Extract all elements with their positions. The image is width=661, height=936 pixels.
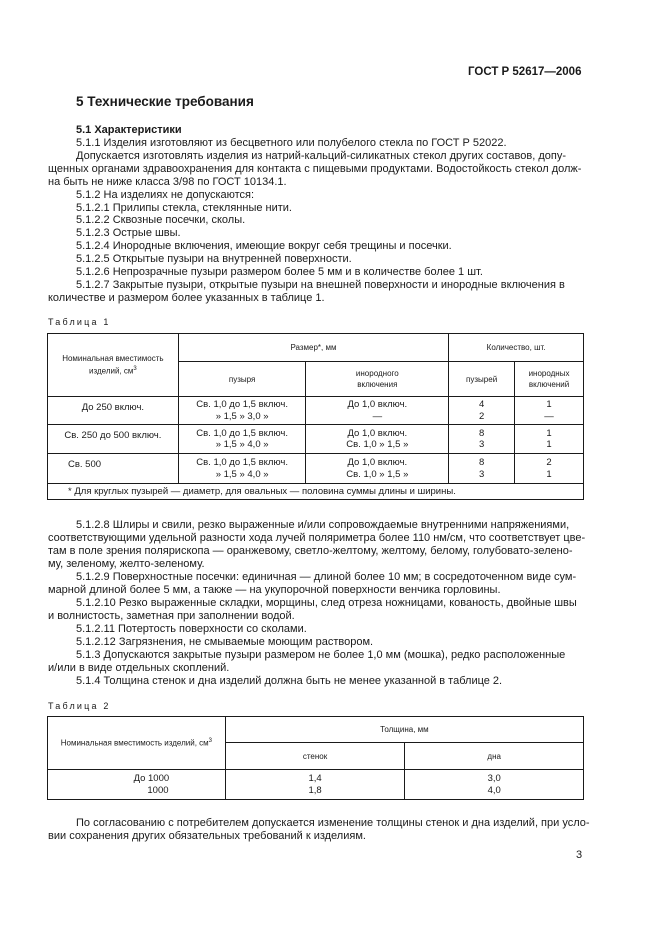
table2-caption: Таблица 2: [48, 701, 111, 711]
table2-header-capacity: Номинальная вместимость изделий, $см^3$: [48, 717, 226, 770]
document-code: ГОСТ Р 52617—2006: [468, 66, 582, 78]
paragraph-line: 5.1.2.11 Потертость поверхности со сколами.: [76, 623, 307, 635]
paragraph-line: 5.1.2.12 Загрязнения, не смываемые моющим раствором.: [76, 636, 374, 648]
paragraph-line: 5.1.1 Изделия изготовляют из бесцветного или полубелого стекла по ГОСТ Р 52022.: [76, 137, 507, 149]
paragraph-line: 5.1.2.2 Сквозные посечки, сколы.: [76, 214, 246, 226]
paragraph-line: 5.1.2.9 Поверхностные посечки: единичная — длиной более 10 мм; в сосредоточенном виде сум-: [76, 571, 577, 583]
paragraph-line: 5.1.4 Толщина стенок и дна изделий должна быть не менее указанной в таблице 2.: [76, 675, 503, 687]
paragraph-line: 5.1.2.6 Непрозрачные пузыри размером более 5 мм и в количестве более 1 шт.: [76, 266, 483, 278]
paragraph-line: му, зеленому, желто-зеленому.: [48, 558, 205, 570]
paragraph-line: 5.1.2 На изделиях не допускаются:: [76, 189, 255, 201]
paragraph-line: щенных органами здравоохранения для контакта с пищевыми продуктами. Водостойкость стекол долж-: [48, 163, 582, 175]
table-row: Св. 250 до 500 включ. Св. 1,0 до 1,5 включ. » 1,5 » 4,0 » До 1,0 включ. Св. 1,0 » 1,5 » 8 3 1 1: [48, 425, 584, 454]
table2: [47, 716, 584, 800]
paragraph-line: 5.1.3 Допускаются закрытые пузыри размером не более 1,0 мм (мошка), редко расположенные: [76, 649, 566, 661]
table1-subheader-inclusion: инородного включения: [306, 362, 449, 397]
paragraph-line: соответствующими удельной разности хода лучей поляриметра более 110 нм/см, что соответствует цве-: [48, 532, 586, 544]
table1-header-count: Количество, шт.: [449, 334, 584, 362]
table1-header-capacity: Номинальная вместимость изделий, $см^3$: [48, 334, 179, 397]
paragraph-line: 5.1.2.1 Прилипы стекла, стеклянные нити.: [76, 202, 292, 214]
table2-header-thickness: Толщина, мм: [225, 717, 583, 743]
page-number: 3: [576, 849, 583, 861]
table-row: До 1000 1000 1,4 1,8 3,0 4,0: [48, 770, 584, 800]
paragraph-line: По согласованию с потребителем допускается изменение толщины стенок и дна изделий, при усло-: [76, 817, 590, 829]
paragraph-line: там в поле зрения полярископа — оранжевому, светло-желтому, желтому, белому, голубовато-зелено-: [48, 545, 573, 557]
subsection-title: 5.1 Характеристики: [76, 124, 182, 136]
table1-subheader-count-bubbles: пузырей: [449, 362, 515, 397]
paragraph-line: 5.1.2.3 Острые швы.: [76, 227, 181, 239]
table1-footnote: * Для круглых пузырей — диаметр, для овальных — половина суммы длины и ширины.: [48, 484, 584, 500]
paragraph-line: марной длиной более 5 мм, а также — на укупорочной поверхности венчика горловины.: [48, 584, 501, 596]
table1: [47, 333, 584, 500]
paragraph-line: 5.1.2.5 Открытые пузыри на внутренней поверхности.: [76, 253, 352, 265]
paragraph-line: и/или в виде отдельных скоплений.: [48, 662, 230, 674]
paragraph-line: 5.1.2.8 Шлиры и свили, резко выраженные и/или сопровождаемые внутренними напряжениями,: [76, 519, 570, 531]
table1-subheader-bubbles: пузыря: [178, 362, 306, 397]
paragraph-line: вии сохранения других обязательных требований к изделиям.: [48, 830, 366, 842]
paragraph-line: количестве и размером более указанных в таблице 1.: [48, 292, 325, 304]
paragraph-line: Допускается изготовлять изделия из натрий-кальций-силикатных стекол других составов, допу-: [76, 150, 566, 162]
table2-subheader-walls: стенок: [225, 743, 405, 770]
table-row: До 250 включ. Св. 1,0 до 1,5 включ. » 1,5 » 3,0 » До 1,0 включ. — 4 2 1 —: [48, 397, 584, 425]
table1-header-size: Размер*, мм: [178, 334, 448, 362]
paragraph-line: на быть не ниже класса 3/98 по ГОСТ 10134.1.: [48, 176, 287, 188]
paragraph-line: 5.1.2.7 Закрытые пузыри, открытые пузыри на внешней поверхности и инородные включения в: [76, 279, 565, 291]
section-title: 5 Технические требования: [76, 94, 254, 109]
table2-subheader-bottom: дна: [405, 743, 584, 770]
table1-caption: Таблица 1: [48, 317, 111, 327]
paragraph-line: 5.1.2.4 Инородные включения, имеющие вокруг себя трещины и посечки.: [76, 240, 452, 252]
table1-subheader-count-inclusions: инородных включений: [515, 362, 584, 397]
table-row: Св. 500 Св. 1,0 до 1,5 включ. » 1,5 » 4,0 » До 1,0 включ. Св. 1,0 » 1,5 » 8 3 2 1: [48, 454, 584, 484]
paragraph-line: и волнистость, заметная при заполнении водой.: [48, 610, 295, 622]
paragraph-line: 5.1.2.10 Резко выраженные складки, морщины, след отреза ножницами, кованость, двойные швы: [76, 597, 577, 609]
